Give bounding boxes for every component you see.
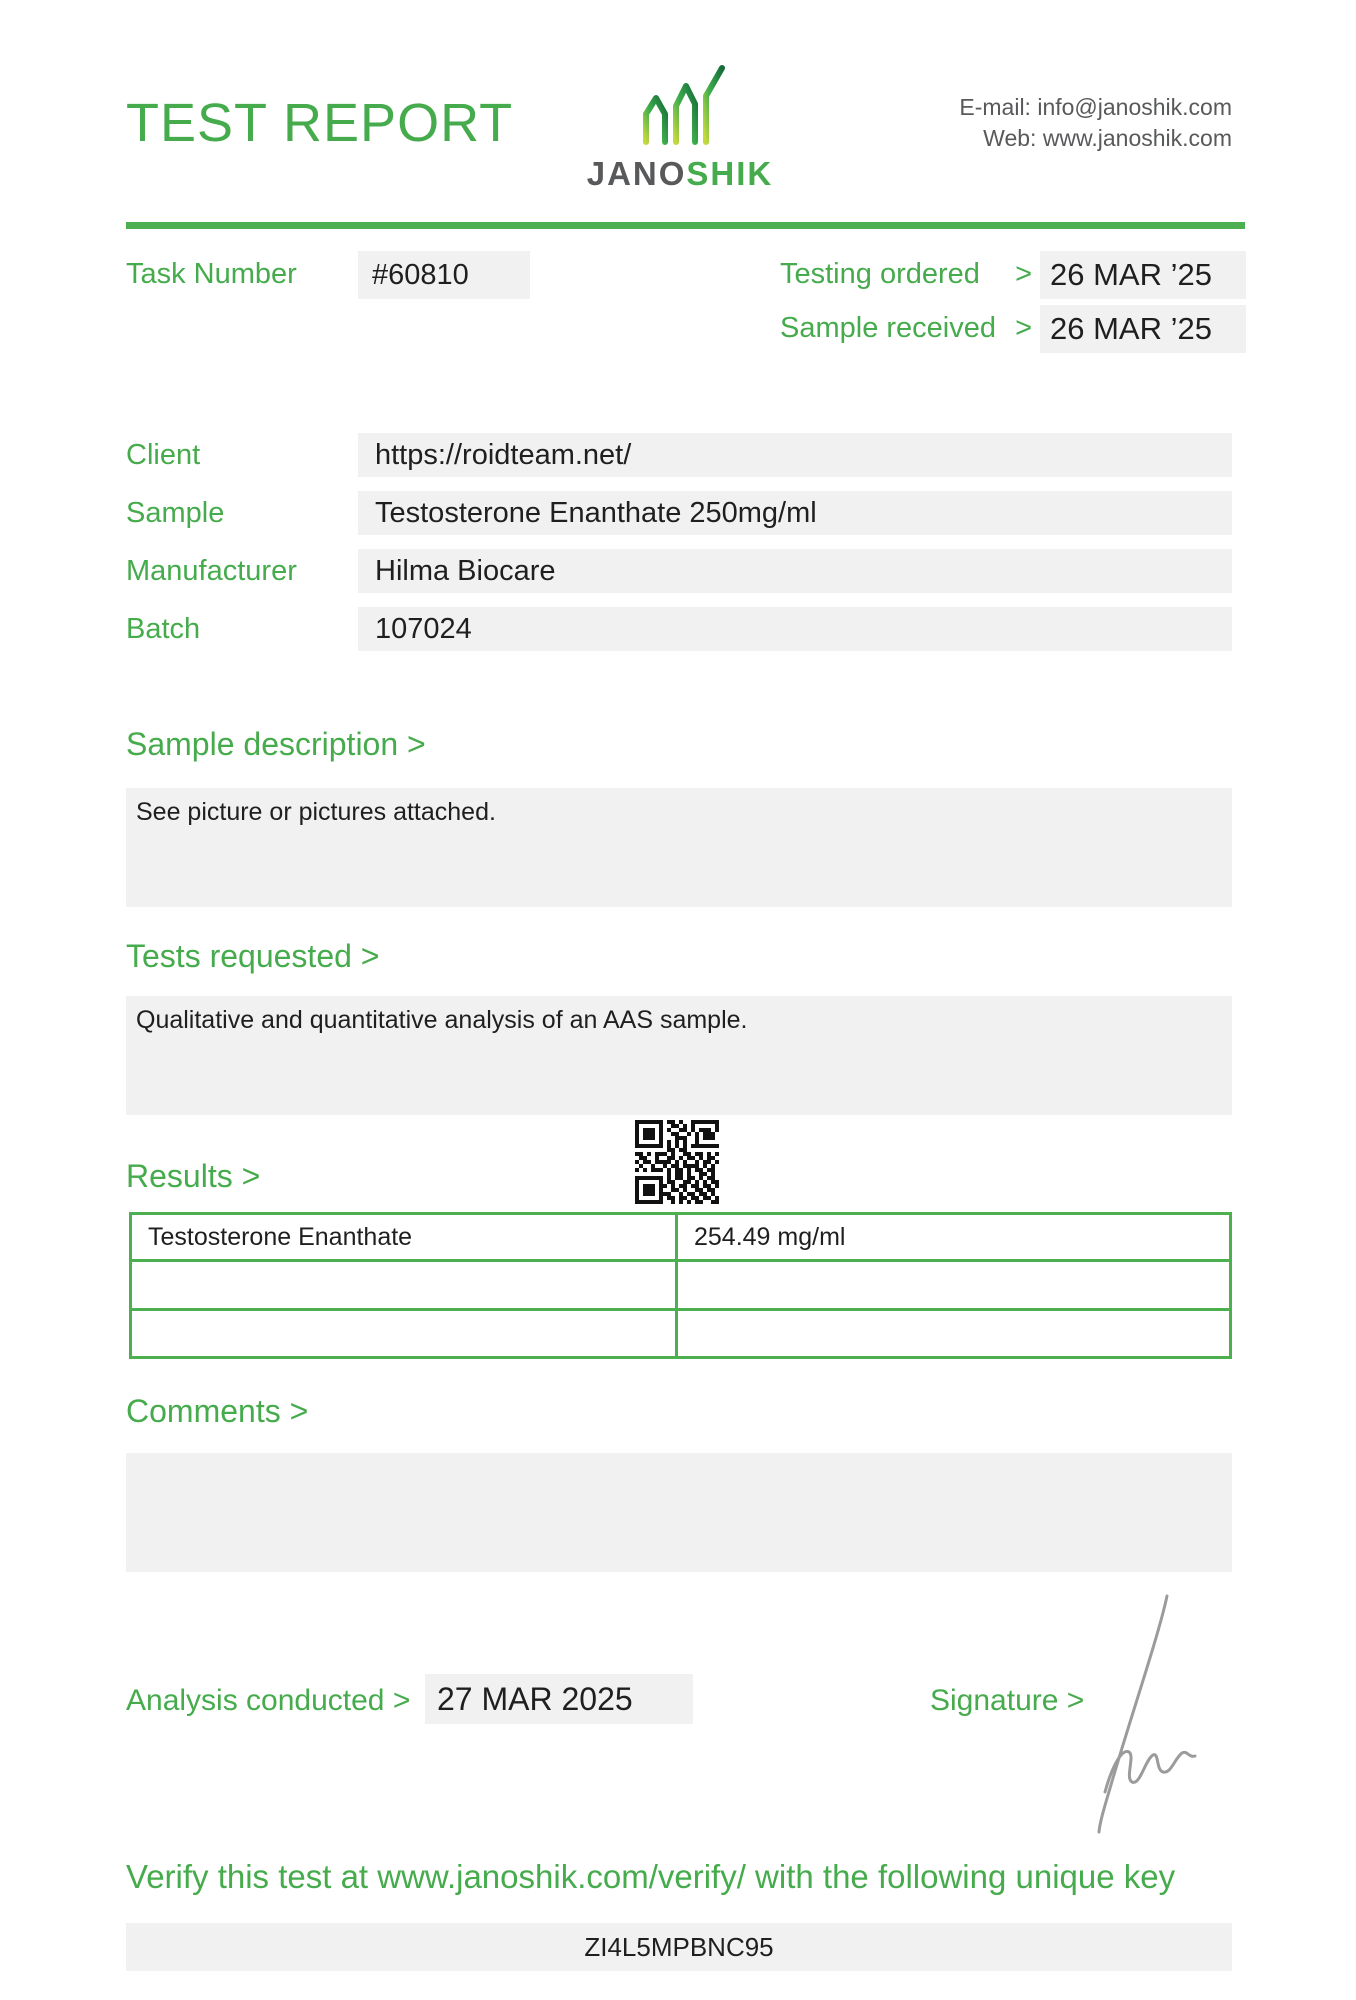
task-number-value: #60810 (358, 251, 530, 299)
manufacturer-value: Hilma Biocare (358, 549, 1232, 593)
testing-ordered-text: Testing ordered (780, 258, 980, 290)
results-table-row (132, 1311, 1229, 1356)
sample-label: Sample (126, 497, 225, 529)
testing-ordered-label (780, 258, 1032, 291)
result-value (678, 1262, 1229, 1308)
verify-instruction: Verify this test at www.janoshik.com/verify/ with the following unique key (126, 1858, 1176, 1895)
manufacturer-label: Manufacturer (126, 555, 297, 587)
logo-word-jano: JANO (586, 155, 687, 192)
page-title: TEST REPORT (126, 93, 514, 153)
contact-block (959, 92, 1232, 154)
header-divider (126, 222, 1245, 229)
growth-chart-icon (632, 62, 728, 148)
janoshik-logo (572, 62, 788, 193)
verification-qr-code (635, 1120, 721, 1206)
sample-received-text: Sample received (780, 312, 996, 344)
unique-key: ZI4L5MPBNC95 (126, 1923, 1232, 1971)
sample-received-date: 26 MAR ’25 (1040, 305, 1246, 353)
results-heading: Results > (126, 1158, 261, 1194)
results-table (129, 1212, 1232, 1359)
tests-requested-box: Qualitative and quantitative analysis of an AAS sample. (126, 996, 1232, 1115)
contact-web: Web: www.janoshik.com (983, 125, 1232, 151)
chevron-right-icon: > (1015, 312, 1032, 344)
signature-image (1055, 1592, 1225, 1847)
testing-ordered-date: 26 MAR ’25 (1040, 251, 1246, 299)
sample-description-box: See picture or pictures attached. (126, 788, 1232, 907)
logo-wordmark (572, 155, 788, 193)
logo-word-shik: SHIK (686, 155, 774, 192)
sample-description-heading: Sample description > (126, 726, 426, 762)
tests-requested-heading: Tests requested > (126, 938, 380, 974)
client-label: Client (126, 439, 201, 471)
result-value (678, 1311, 1229, 1356)
comments-box (126, 1453, 1232, 1572)
batch-label: Batch (126, 613, 201, 645)
comments-heading: Comments > (126, 1393, 309, 1429)
sample-value: Testosterone Enanthate 250mg/ml (358, 491, 1232, 535)
result-analyte (132, 1311, 678, 1356)
result-analyte (132, 1262, 678, 1308)
chevron-right-icon: > (1015, 258, 1032, 290)
sample-received-label (780, 312, 1032, 345)
result-value: 254.49 mg/ml (694, 1222, 846, 1251)
batch-value: 107024 (358, 607, 1232, 651)
contact-email: E-mail: info@janoshik.com (959, 94, 1232, 120)
results-table-row (132, 1215, 1229, 1262)
signature-label: Signature > (930, 1684, 1085, 1717)
task-number-label: Task Number (126, 258, 297, 290)
client-value: https://roidteam.net/ (358, 433, 1232, 477)
result-analyte: Testosterone Enanthate (132, 1215, 678, 1259)
analysis-conducted-label: Analysis conducted > (126, 1684, 411, 1717)
results-table-row (132, 1262, 1229, 1311)
analysis-date: 27 MAR 2025 (425, 1674, 693, 1724)
